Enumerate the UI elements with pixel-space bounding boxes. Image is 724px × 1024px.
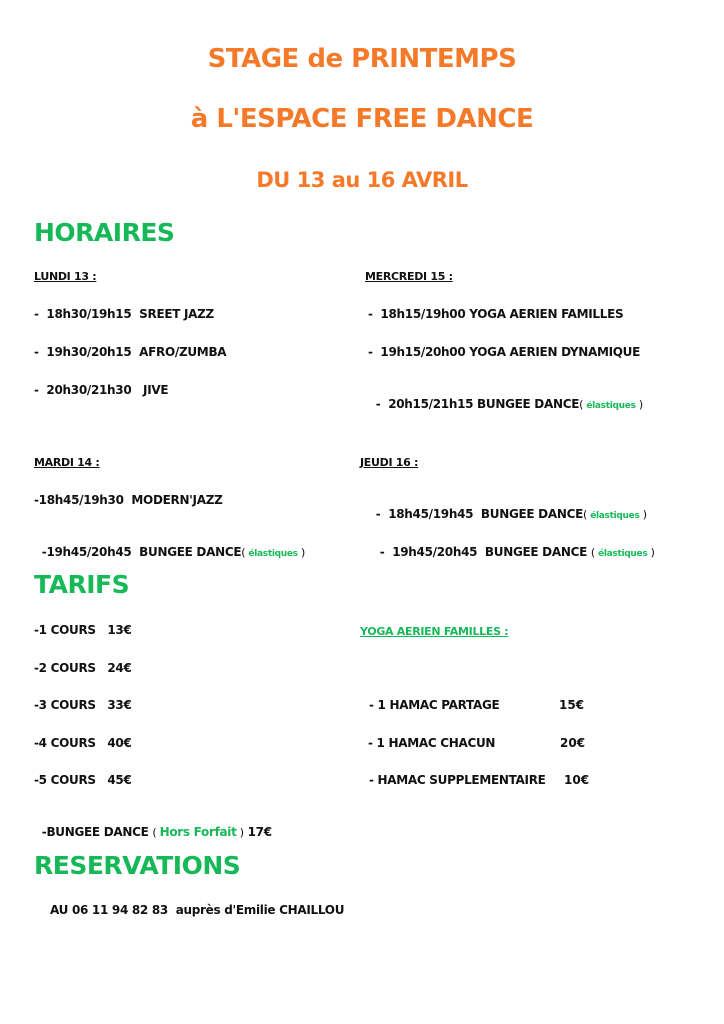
section-reservations-title: RESERVATIONS [34, 851, 241, 880]
close-paren: ) [635, 398, 643, 411]
schedule-item: - 18h30/19h15 SREET JAZZ [34, 307, 214, 321]
price-item: -3 COURS 33€ [34, 698, 132, 712]
close-paren: ) [297, 546, 305, 559]
title-line-2: à L'ESPACE FREE DANCE [190, 104, 534, 134]
reservation-contact: AU 06 11 94 82 83 auprès d'Emilie CHAILLOU [50, 903, 345, 917]
price-item-bungee [34, 811, 272, 839]
schedule-item-text: -19h45/20h45 BUNGEE DANCE [41, 545, 242, 559]
schedule-item: - 18h15/19h00 YOGA AERIEN FAMILLES [368, 307, 624, 321]
price-item: -2 COURS 24€ [34, 661, 132, 675]
schedule-item: -18h45/19h30 MODERN'JAZZ [34, 493, 223, 507]
yoga-price-label: - 1 HAMAC CHACUN [368, 736, 496, 750]
open-paren: ( [590, 546, 599, 559]
note-hors-forfait: Hors Forfait [159, 825, 237, 839]
schedule-item: - 20h30/21h30 JIVE [34, 383, 169, 397]
day-label-mardi: MARDI 14 : [34, 456, 100, 469]
close-paren: ) [647, 546, 655, 559]
section-tarifs-title: TARIFS [34, 570, 130, 599]
schedule-item-text: - 19h45/20h45 BUNGEE DANCE [379, 545, 591, 559]
price-item: -4 COURS 40€ [34, 736, 132, 750]
schedule-item [368, 493, 647, 521]
yoga-price-label: - 1 HAMAC PARTAGE [369, 698, 500, 712]
bungee-price: 17€ [243, 825, 272, 839]
note-elastiques: élastiques [590, 511, 640, 521]
day-label-lundi: LUNDI 13 : [34, 270, 97, 283]
price-item: -1 COURS 13€ [34, 623, 132, 637]
open-paren: ( [152, 826, 160, 839]
schedule-item: - 19h15/20h00 YOGA AERIEN DYNAMIQUE [368, 345, 641, 359]
price-item: -5 COURS 45€ [34, 773, 132, 787]
schedule-item: - 19h30/20h15 AFRO/ZUMBA [34, 345, 227, 359]
open-paren: ( [582, 508, 591, 521]
open-paren: ( [241, 546, 249, 559]
section-horaires-title: HORAIRES [34, 218, 175, 247]
note-elastiques: élastiques [598, 549, 648, 559]
schedule-item-text: - 20h15/21h15 BUNGEE DANCE [375, 397, 580, 411]
schedule-item [34, 531, 305, 559]
yoga-familles-title: YOGA AERIEN FAMILLES : [360, 625, 509, 638]
day-label-jeudi: JEUDI 16 : [360, 456, 419, 469]
yoga-price-label: - HAMAC SUPPLEMENTAIRE [369, 773, 546, 787]
open-paren: ( [579, 398, 587, 411]
yoga-price-value: 15€ [559, 698, 585, 712]
day-label-mercredi: MERCREDI 15 : [365, 270, 453, 283]
close-paren: ) [236, 826, 244, 839]
yoga-price-value: 20€ [560, 736, 586, 750]
note-elastiques: élastiques [248, 549, 298, 559]
schedule-item [368, 383, 643, 411]
schedule-item [372, 531, 655, 559]
title-dates: DU 13 au 16 AVRIL [256, 168, 468, 192]
title-line-1: STAGE de PRINTEMPS [207, 44, 517, 74]
close-paren: ) [639, 508, 647, 521]
bungee-label: -BUNGEE DANCE [41, 825, 153, 839]
note-elastiques: élastiques [586, 401, 636, 411]
yoga-price-value: 10€ [564, 773, 590, 787]
schedule-item-text: - 18h45/19h45 BUNGEE DANCE [375, 507, 583, 521]
